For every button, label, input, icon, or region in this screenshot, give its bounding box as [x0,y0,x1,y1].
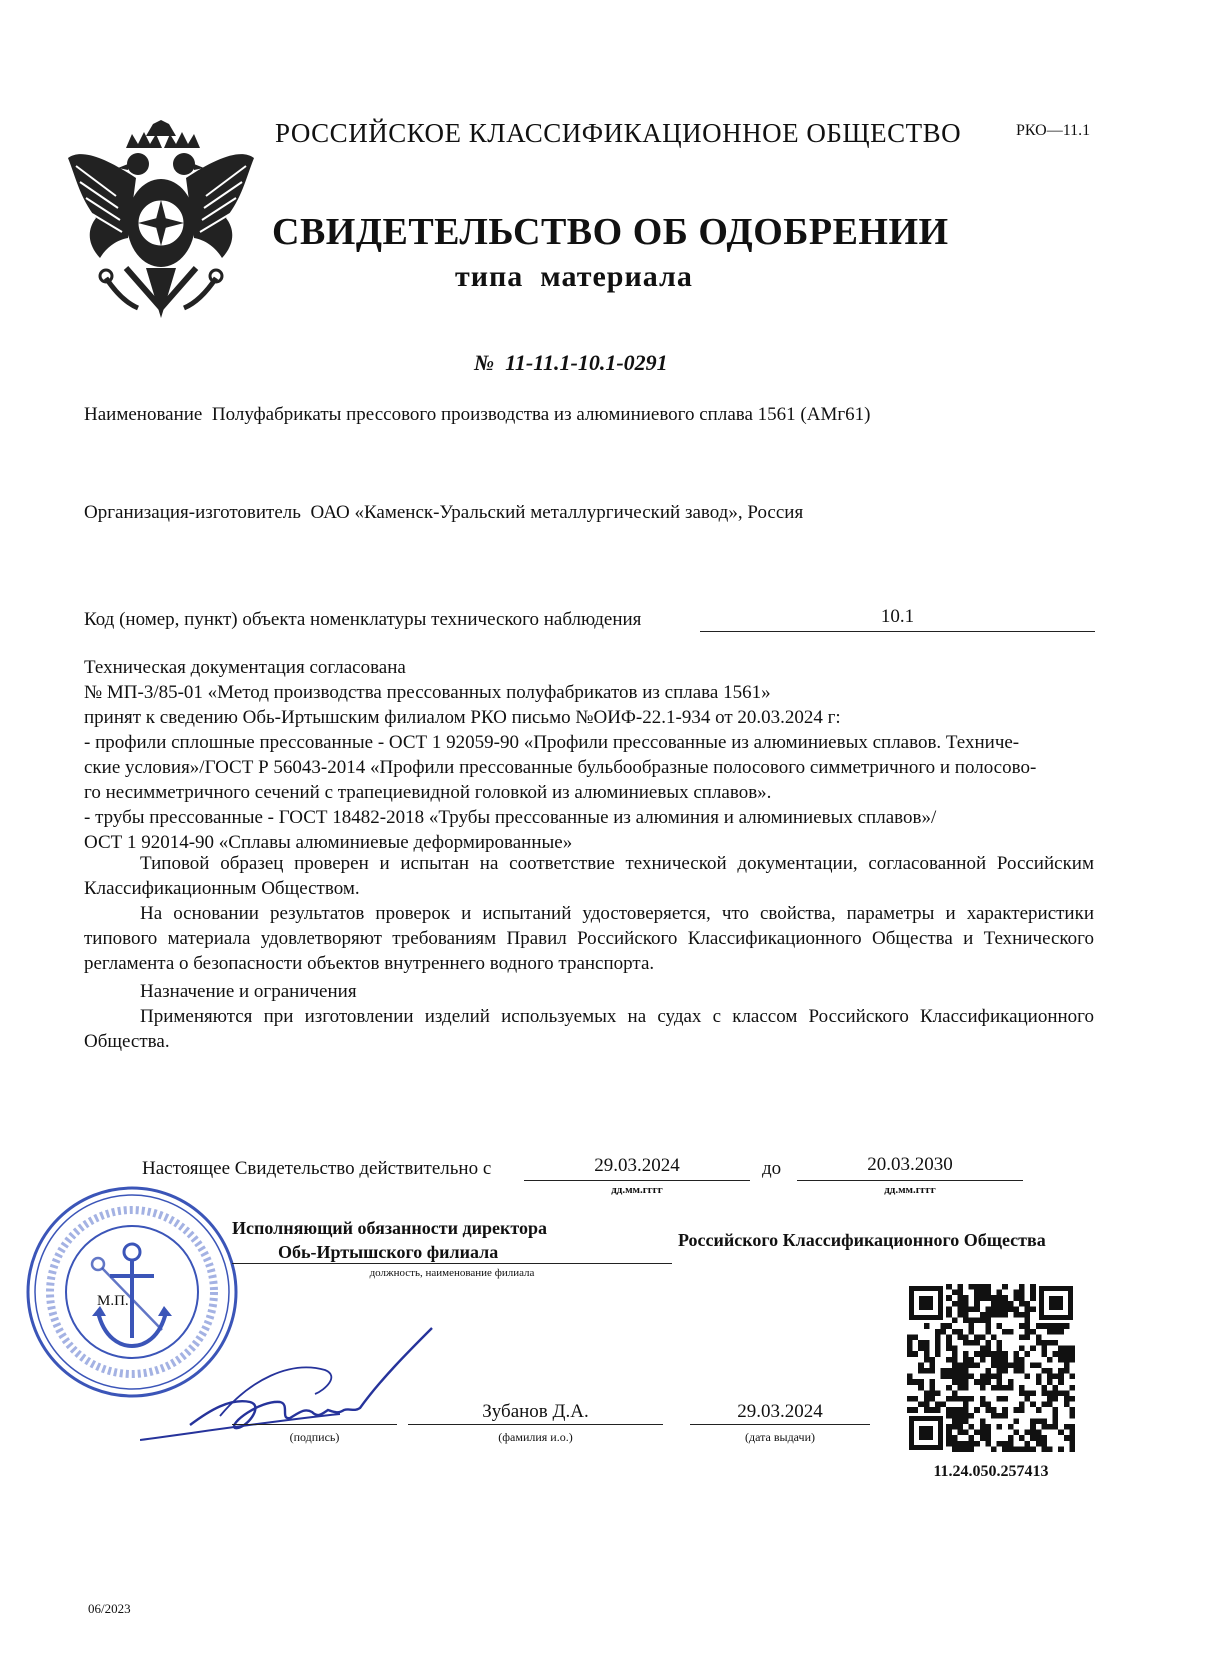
certificate-number: № 11-11.1-10.1-0291 [474,350,668,375]
manufacturer-label: Организация-изготовитель [84,502,301,523]
tech-doc-line: ОСТ 1 92014-90 «Сплавы алюминиевые деформированные» [84,832,573,853]
tech-doc-line: № МП-3/85-01 «Метод производства прессованных полуфабрикатов из сплава 1561» [84,682,771,703]
validity-from-underline [524,1180,750,1181]
purpose-label: Назначение и ограничения [140,981,357,1002]
double-headed-eagle-emblem-icon [66,118,256,328]
tech-doc-line: го несимметричного сечений с трапециевидной головкой из алюминиевых сплавов». [84,782,772,803]
position-caption: должность, наименование филиала [369,1267,535,1279]
validity-from: 29.03.2024 [594,1155,680,1176]
tech-doc-line: Техническая документация согласована [84,657,406,678]
tech-doc-line: - профили сплошные прессованные - ОСТ 1 92059-90 «Профили прессованные из алюминиевых сплавов. Техниче- [84,732,1020,753]
code-underline [700,631,1095,632]
validity-from-caption: дд.мм.гггг [611,1184,663,1196]
org-right: Российского Классификационного Общества [678,1230,1046,1250]
tech-doc-line: принят к сведению Обь-Иртышским филиалом РКО письмо №ОИФ-22.1-934 от 20.03.2024 г: [84,707,841,728]
form-date: 06/2023 [88,1601,131,1616]
purpose-text: Применяются при изготовлении изделий используемых на судах с классом Российского Классификационного Общества. [84,1006,1094,1052]
issue-date-underline [690,1424,870,1425]
qr-code-icon [907,1284,1075,1452]
certificate-subtitle: типа материала [455,260,693,293]
name-caption: (фамилия и.о.) [498,1430,573,1444]
manufacturer-value: ОАО «Каменск-Уральский металлургический завод», Россия [310,502,804,523]
position-line-2: Обь-Иртышского филиала [278,1242,499,1262]
signature-underline [232,1424,397,1425]
tech-doc-line: ские условия»/ГОСТ Р 56043-2014 «Профили прессованные бульбообразные полосового симметричного и полосово- [84,757,1037,778]
position-underline [232,1263,672,1264]
name-label: Наименование [84,404,203,425]
validity-to-underline [797,1180,1023,1181]
signatory-name: Зубанов Д.А. [482,1401,589,1422]
position-line-1: Исполняющий обязанности директора [232,1218,547,1238]
signature-caption: (подпись) [289,1430,340,1444]
para-tested: Типовой образец проверен и испытан на соответствие технической документации, согласованной Российским Классификационным Обществом. [84,853,1094,899]
validity-to-label: до [762,1158,782,1179]
tech-doc-line: - трубы прессованные - ГОСТ 18482-2018 «Трубы прессованные из алюминия и алюминиевых сплавов»/ [84,807,937,828]
qr-code [907,1284,1075,1452]
name-underline [408,1424,663,1425]
manufacturer-field [84,501,803,526]
validity-to-caption: дд.мм.гггг [884,1184,936,1196]
tech-doc-block [84,655,1124,855]
issue-date: 29.03.2024 [737,1401,823,1422]
para-certify: На основании результатов проверок и испытаний удостоверяется, что свойства, параметры и характеристики типового материала удовлетворяют требованиям Правил Российского Классификационного Общества и Технического регламента о безопасности объектов внутреннего водного транспорта. [84,903,1094,974]
emblem [66,118,256,328]
code-value: 10.1 [880,606,915,627]
form-code: РКО—11.1 [1016,122,1091,139]
qr-number: 11.24.050.257413 [933,1463,1049,1480]
validity-to: 20.03.2030 [867,1154,953,1175]
issue-date-caption: (дата выдачи) [745,1430,815,1444]
name-value: Полуфабрикаты прессового производства из алюминиевого сплава 1561 (АМг61) [211,404,871,425]
validity-label: Настоящее Свидетельство действительно с [142,1158,492,1179]
certificate-title: СВИДЕТЕЛЬСТВО ОБ ОДОБРЕНИИ [272,211,949,253]
name-field [84,403,870,428]
seal-mark: М.П. [97,1293,129,1309]
code-label: Код (номер, пункт) объекта номенклатуры технического наблюдения [84,609,642,630]
org-name: РОССИЙСКОЕ КЛАССИФИКАЦИОННОЕ ОБЩЕСТВО [275,118,962,148]
